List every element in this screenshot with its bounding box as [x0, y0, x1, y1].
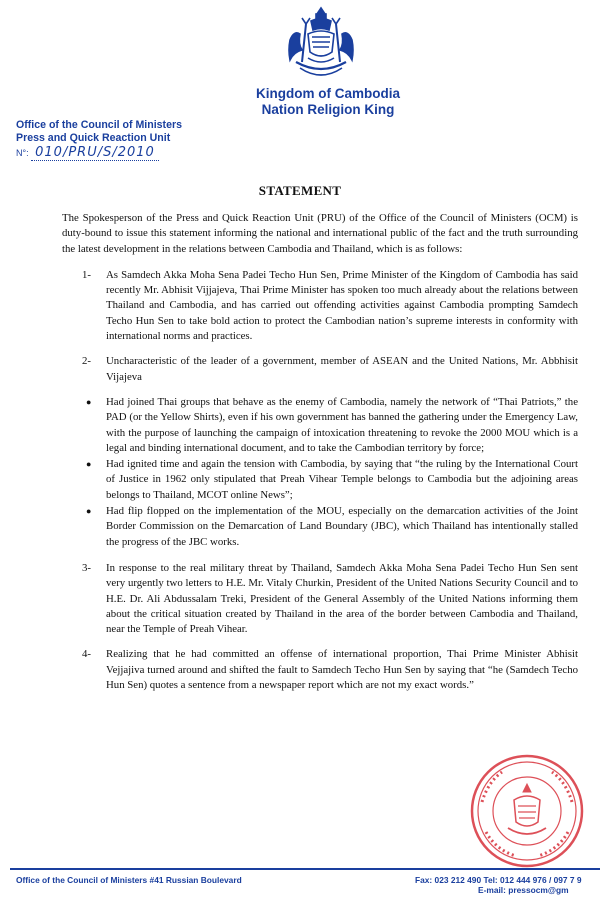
- item-text: Uncharacteristic of the leader of a government, member of ASEAN and the United Nations, Mr. Abbhisit Vijajeva: [106, 355, 578, 383]
- reference-number: [16, 145, 159, 160]
- bullet-item: [62, 457, 578, 503]
- intro-paragraph: The Spokesperson of the Press and Quick Reaction Unit (PRU) of the Office of the Council of Ministers (OCM) is duty-bound to issue this statement informing the national and international public of the fact and the truth surrounding the latest development in the relations between Cambodia and Thailand, which is as follows:: [62, 212, 578, 255]
- kingdom-heading: Kingdom of Cambodia: [256, 86, 400, 101]
- item-text: As Samdech Akka Moha Sena Padei Techo Hun Sen, Prime Minister of the Kingdom of Cambodia has said recently Mr. Abhisit Vijjajeva, Thai Prime Minister has spoken too much already about the relations between Thailand and Cambodia, and has carried out offending activities against Cambodia prompting Samdech Techo Hun Sen to take bold action to protect the Cambodian nation’s supreme interests in conformity with international norms and practices.: [106, 268, 578, 343]
- footer-contact: Fax: 023 212 490 Tel: 012 444 976 / 097 7 9: [415, 875, 582, 885]
- bullet-item: [62, 395, 578, 456]
- item-text: In response to the real military threat by Thailand, Samdech Akka Moha Sena Padei Techo Hun Sen sent very urgently two letters to H.E. Mr. Vitaly Churkin, President of the United Nations Security Council and to H.E. Dr. Ali Abdussalam Treki, President of the General Assembly of the United Nations informing them about the critical situation created by Thailand in the area of the border between Cambodia and Thailand, near the Temple of Preah Vihear.: [106, 561, 578, 636]
- motto-heading: Nation Religion King: [261, 102, 395, 117]
- bullet-icon: ●: [86, 459, 92, 470]
- reference-label: N°:: [16, 148, 29, 158]
- bullet-icon: ●: [86, 506, 92, 517]
- item-number: 3-: [82, 561, 91, 574]
- list-item: [62, 354, 578, 385]
- item-number: 2-: [82, 355, 91, 368]
- bullet-icon: ●: [86, 396, 92, 407]
- bullet-text: Had joined Thai groups that behave as the enemy of Cambodia, namely the network of “Thai Patriots,” the PAD (or the Yellow Shirts), even if his own government has banned the gathering under the Emergency Law, with the purpose of launching the campaign of intoxication threatening to revoke the 2000 MOU which is a legal and binding international document, and to take the Cambodian territory by force;: [106, 395, 578, 454]
- footer-address: Office of the Council of Ministers #41 Russian Boulevard: [16, 875, 242, 885]
- list-item: [62, 561, 578, 637]
- office-name: Office of the Council of Ministers: [16, 119, 182, 131]
- list-item: [62, 647, 578, 693]
- footer-divider: [10, 868, 600, 870]
- office-block: [16, 119, 182, 145]
- royal-arms-emblem-icon: [282, 4, 360, 84]
- unit-name: Press and Quick Reaction Unit: [16, 132, 171, 144]
- document-body: [62, 211, 578, 703]
- reference-value: 010/PRU/S/2010: [31, 145, 159, 161]
- item-number: 1-: [82, 268, 91, 281]
- list-item: [62, 268, 578, 344]
- bullet-text: Had ignited time and again the tension with Cambodia, by saying that “the ruling by the International Court of Justice in 1962 only stipulated that Preah Vihear Temple belongs to Cambodia but the adjoining areas belongs to Thailand, MCOT online News”;: [106, 458, 578, 501]
- bullet-item: [62, 504, 578, 550]
- item-number: 4-: [82, 648, 91, 661]
- item-text: Realizing that he had committed an offense of international proportion, Thai Prime Minister Abhisit Vejjajiva turned around and shifted the fault to Samdech Techo Hun Sen by saying that “he (Samdech Techo Hun Sen) quotes a sentence from a newspaper report which are not my exact words.”: [106, 648, 578, 692]
- bullet-list: [62, 395, 578, 550]
- document-title: STATEMENT: [258, 183, 342, 198]
- bullet-text: Had flip flopped on the implementation of the MOU, especially on the demarcation activities of the Joint Border Commission on the Demarcation of Land Boundary (JBC), which Thailand has intentionally stalled the progress of the JBC works.: [106, 505, 578, 548]
- official-seal-icon: [468, 752, 586, 870]
- footer-email: E-mail: pressocm@gm: [478, 885, 569, 895]
